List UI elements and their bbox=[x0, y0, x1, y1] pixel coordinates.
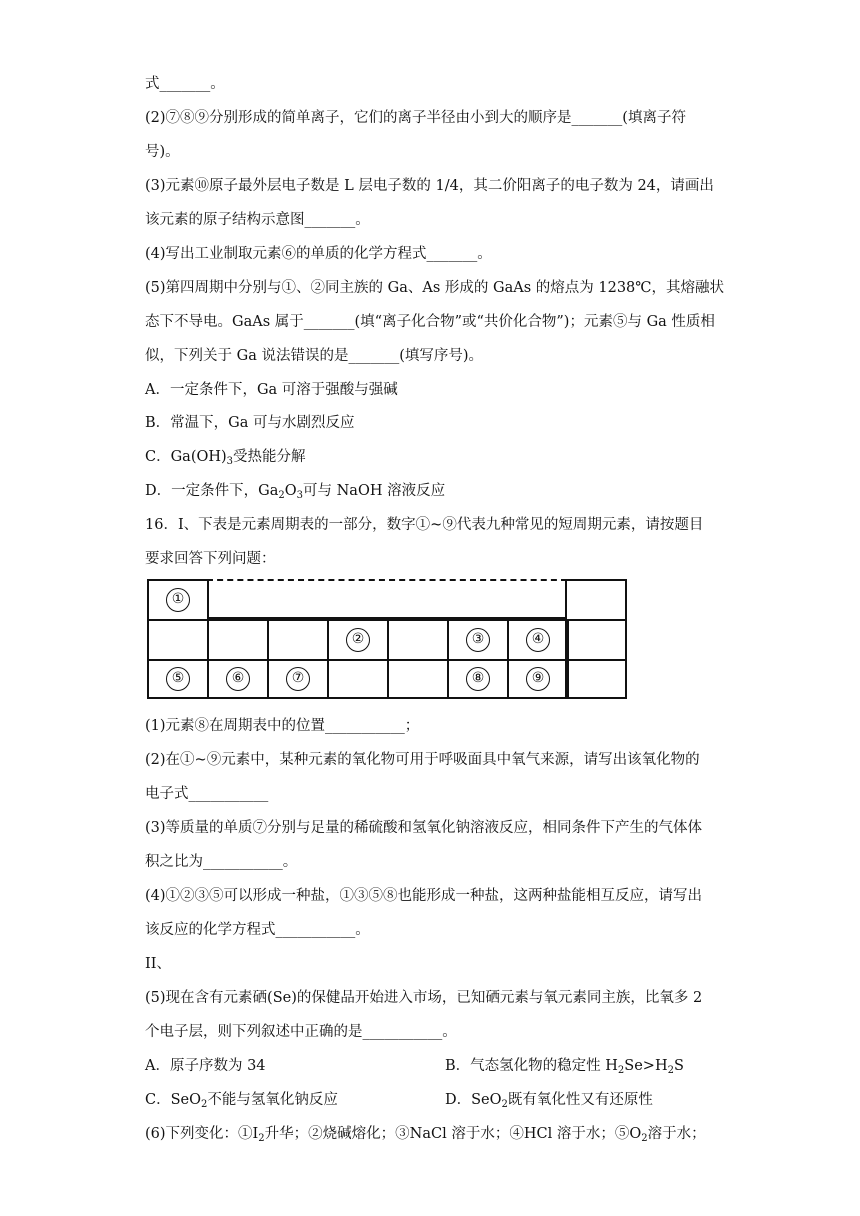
option-a: A．一定条件下，Ga 可溶于强酸与强碱 bbox=[145, 382, 398, 398]
option-d bbox=[445, 1090, 653, 1110]
option-text: B．气态氢化物的稳定性 H bbox=[445, 1058, 618, 1074]
text-line: 号)。 bbox=[145, 144, 180, 160]
text-line: 该反应的化学方程式___________。 bbox=[145, 922, 370, 938]
element-label: ④ bbox=[526, 628, 550, 652]
subscript: 3 bbox=[296, 490, 303, 501]
text-line: 电子式___________ bbox=[145, 786, 269, 802]
table-cell bbox=[267, 619, 329, 661]
table-cell bbox=[387, 659, 449, 699]
option-a: A．原子序数为 34 bbox=[145, 1058, 266, 1074]
table-cell bbox=[147, 659, 209, 699]
element-label: ⑦ bbox=[286, 667, 310, 691]
text-line: 要求回答下列问题： bbox=[145, 551, 276, 567]
option-b bbox=[445, 1056, 684, 1076]
periodic-table-figure bbox=[147, 579, 627, 699]
table-cell bbox=[387, 619, 449, 661]
option-text: C．Ga(OH) bbox=[145, 449, 227, 465]
table-cell bbox=[267, 659, 329, 699]
table-cell bbox=[327, 619, 389, 661]
option-text: C．SeO bbox=[145, 1092, 201, 1108]
sub-question-1: (1)元素⑧在周期表中的位置___________； bbox=[145, 718, 420, 734]
table-cell bbox=[207, 619, 269, 661]
table-cell bbox=[447, 619, 509, 661]
option-text: 不能与氢氧化钠反应 bbox=[207, 1092, 338, 1108]
element-label: ⑤ bbox=[166, 667, 190, 691]
sub-question-6 bbox=[145, 1124, 706, 1144]
table-cell bbox=[147, 579, 209, 621]
table-cell bbox=[327, 659, 389, 699]
option-text: D．SeO bbox=[445, 1092, 502, 1108]
text-line: 式_______。 bbox=[145, 76, 225, 92]
text-line: 态下不导电。GaAs 属于_______(填“离子化合物”或“共价化合物”)；元素⑤与 Ga 性质相 bbox=[145, 314, 715, 330]
subscript: 2 bbox=[667, 1065, 674, 1076]
text-fragment: 升华；②烧碱熔化；③NaCl 溶于水；④HCl 溶于水；⑤O bbox=[264, 1126, 642, 1142]
element-label: ① bbox=[166, 588, 190, 612]
table-cell bbox=[207, 659, 269, 699]
subscript: 3 bbox=[226, 456, 234, 467]
subscript: 2 bbox=[201, 1099, 208, 1110]
subscript: 2 bbox=[501, 1099, 508, 1110]
question-16: 16．I、下表是元素周期表的一部分，数字①~⑨代表九种常见的短周期元素，请按题目 bbox=[145, 517, 704, 533]
table-cell bbox=[507, 659, 569, 699]
text-line: 该元素的原子结构示意图_______。 bbox=[145, 212, 370, 228]
option-text: D．一定条件下，Ga bbox=[145, 483, 279, 499]
sub-question-2: (2)在①~⑨元素中，某种元素的氧化物可用于呼吸面具中氧气来源，请写出该氧化物的 bbox=[145, 752, 700, 768]
option-c bbox=[145, 447, 306, 467]
subscript: 2 bbox=[278, 490, 285, 501]
table-cell bbox=[565, 619, 627, 661]
option-b: B．常温下，Ga 可与水剧烈反应 bbox=[145, 415, 355, 431]
question-4: (4)写出工业制取元素⑥的单质的化学方程式_______。 bbox=[145, 246, 492, 262]
subscript: 2 bbox=[641, 1133, 648, 1144]
option-text: O bbox=[284, 483, 297, 499]
element-label: ⑨ bbox=[526, 667, 550, 691]
sub-question-5: (5)现在含有元素硒(Se)的保健品开始进入市场，已知硒元素与氧元素同主族，比氧多 2 bbox=[145, 990, 703, 1006]
option-d bbox=[145, 481, 445, 501]
option-c bbox=[145, 1090, 338, 1110]
option-text: 受热能分解 bbox=[233, 449, 306, 465]
part-ii-heading: II、 bbox=[145, 956, 171, 972]
option-text: S bbox=[673, 1058, 684, 1074]
element-label: ⑥ bbox=[226, 667, 250, 691]
text-line: 个电子层，则下列叙述中正确的是___________。 bbox=[145, 1024, 457, 1040]
sub-question-4: (4)①②③⑤可以形成一种盐，①③⑤⑧也能形成一种盐，这两种盐能相互反应，请写出 bbox=[145, 888, 703, 904]
table-cell bbox=[507, 619, 569, 661]
subscript: 2 bbox=[617, 1065, 625, 1076]
option-text: Se>H bbox=[624, 1058, 668, 1074]
table-cell bbox=[447, 659, 509, 699]
table-cell bbox=[147, 619, 209, 661]
text-fragment: (6)下列变化：①I bbox=[145, 1126, 259, 1142]
table-cell bbox=[565, 579, 627, 621]
dashed-border bbox=[207, 579, 567, 581]
subscript: 2 bbox=[258, 1133, 265, 1144]
question-3: (3)元素⑩原子最外层电子数是 L 层电子数的 1/4，其二价阳离子的电子数为 24，请画出 bbox=[145, 178, 714, 194]
table-cell bbox=[565, 659, 627, 699]
element-label: ② bbox=[346, 628, 370, 652]
option-text: 既有氧化性又有还原性 bbox=[507, 1092, 653, 1108]
question-2: (2)⑦⑧⑨分别形成的简单离子，它们的离子半径由小到大的顺序是_______(填离子符 bbox=[145, 110, 686, 126]
text-fragment: 溶于水； bbox=[647, 1126, 706, 1142]
element-label: ③ bbox=[466, 628, 490, 652]
option-text: 可与 NaOH 溶液反应 bbox=[303, 483, 446, 499]
text-line: 似，下列关于 Ga 说法错误的是_______(填写序号)。 bbox=[145, 348, 484, 364]
question-5: (5)第四周期中分别与①、②同主族的 Ga、As 形成的 GaAs 的熔点为 1238℃，其熔融状 bbox=[145, 280, 724, 296]
text-line: 积之比为___________。 bbox=[145, 854, 298, 870]
element-label: ⑧ bbox=[466, 667, 490, 691]
sub-question-3: (3)等质量的单质⑦分别与足量的稀硫酸和氢氧化钠溶液反应，相同条件下产生的气体体 bbox=[145, 820, 703, 836]
